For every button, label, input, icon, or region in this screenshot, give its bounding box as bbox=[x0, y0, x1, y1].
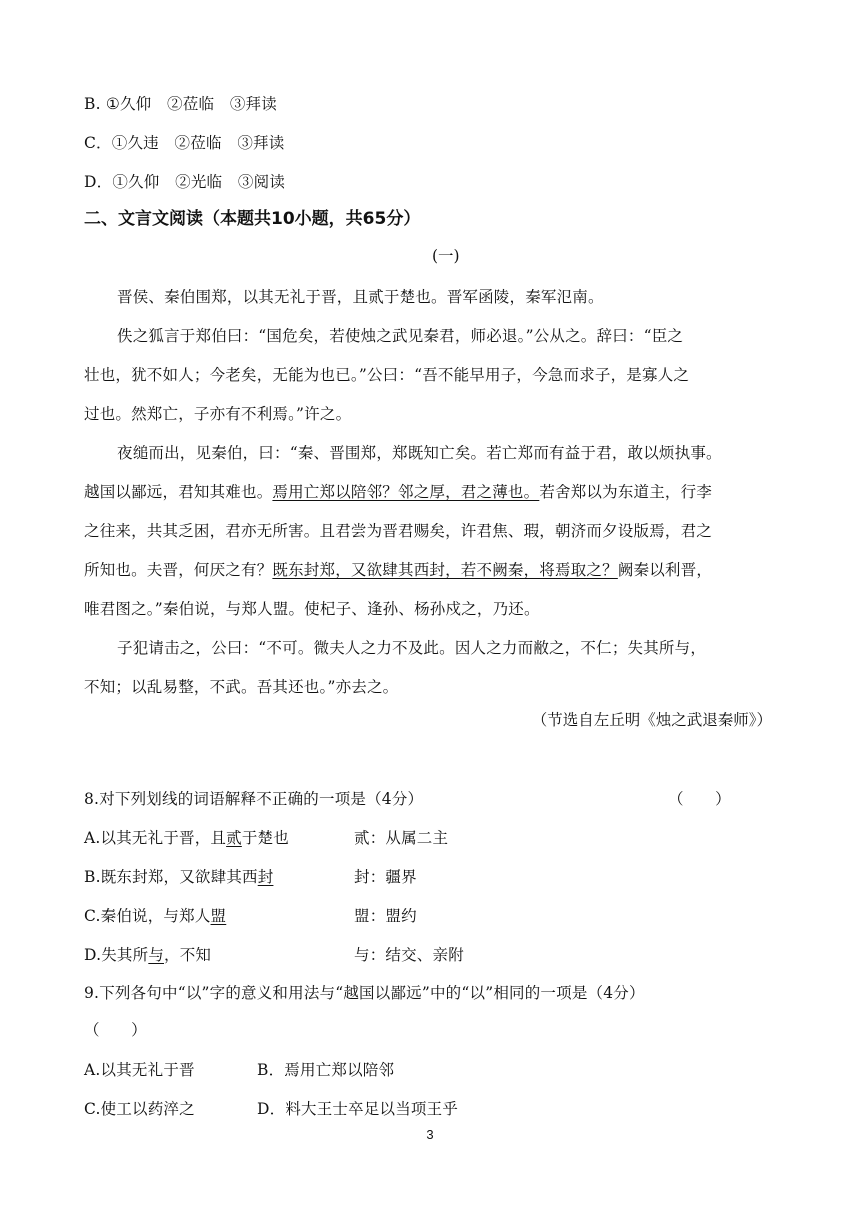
question-9-options-row-2 bbox=[84, 1099, 684, 1119]
option-d: D．料大王士卒足以当项王乎 bbox=[257, 1100, 459, 1118]
source-citation: （节选自左丘明《烛之武退秦师》） bbox=[531, 711, 772, 729]
passage-paragraph-3-line-3: 之往来，共其乏困，君亦无所害。且君尝为晋君赐矣，许君焦、瑕，朝济而夕设版焉，君之 bbox=[84, 522, 713, 540]
passage-paragraph-3-line-1: 夜缒而出，见秦伯，曰：“秦、晋围郑，郑既知亡矣。若亡郑而有益于君，敢以烦执事。 bbox=[117, 444, 722, 462]
passage-paragraph-4-line-1: 子犯请击之，公曰：“不可。微夫人之力不及此。因人之力而敝之，不仁；失其所与， bbox=[117, 639, 707, 657]
question-8-option-a bbox=[84, 828, 684, 848]
option-text: A.以其无礼于晋，且 bbox=[84, 829, 227, 847]
page-number: 3 bbox=[426, 1127, 434, 1142]
option-text: B.既东封郑，又欲肆其西 bbox=[84, 868, 258, 886]
underlined-word: 封 bbox=[257, 868, 274, 886]
question-9-stem: 9.下列各句中“以”字的意义和用法与“越国以鄙远”中的“以”相同的一项是（4分） bbox=[84, 984, 645, 1002]
passage-paragraph-2-line-1: 佚之狐言于郑伯曰：“国危矣，若使烛之武见秦君，师必退。”公从之。辞曰：“臣之 bbox=[117, 327, 684, 345]
option-definition: 与：结交、亲附 bbox=[354, 946, 464, 964]
option-definition: 贰：从属二主 bbox=[354, 829, 449, 847]
underlined-sentence: 既东封郑，又欲肆其西封，若不阙秦，将焉取之？ bbox=[272, 561, 618, 579]
option-b: B．焉用亡郑以陪邻 bbox=[257, 1061, 395, 1079]
section-title: 二、文言文阅读（本题共10小题，共65分） bbox=[84, 209, 421, 229]
passage-text: 所知也。夫晋，何厌之有？ bbox=[84, 561, 273, 579]
option-a: A.以其无礼于晋 bbox=[84, 1061, 195, 1079]
prev-option-c: C．①久违 ②莅临 ③拜读 bbox=[84, 134, 285, 152]
prev-option-d: D．①久仰 ②光临 ③阅读 bbox=[84, 173, 286, 191]
question-text: 8.对下列划线的词语解释不正确的一项是（4分） bbox=[84, 790, 424, 808]
option-definition: 盟：盟约 bbox=[354, 907, 417, 925]
question-8-stem bbox=[84, 789, 784, 809]
passage-paragraph-4-line-2: 不知；以乱易整，不武。吾其还也。”亦去之。 bbox=[84, 678, 399, 696]
option-c: C.使工以药淬之 bbox=[84, 1100, 195, 1118]
question-8-option-b bbox=[84, 867, 684, 887]
option-text: ，不知 bbox=[164, 946, 212, 964]
question-9-options-row-1 bbox=[84, 1060, 684, 1080]
question-8-option-c bbox=[84, 906, 684, 926]
passage-paragraph-3-line-2 bbox=[84, 482, 712, 502]
option-text: C.秦伯说，与郑人 bbox=[84, 907, 211, 925]
passage-paragraph-2-line-3: 过也。然郑亡，子亦有不利焉。”许之。 bbox=[84, 405, 352, 423]
passage-text: 若舍郑以为东道主，行李 bbox=[539, 483, 713, 501]
underlined-word: 盟 bbox=[210, 907, 227, 925]
answer-bracket: （ ） bbox=[668, 790, 731, 808]
part-label: (一) bbox=[432, 247, 460, 265]
passage-text: 越国以鄙远，君知其难也。 bbox=[84, 483, 273, 501]
passage-text: 阙秦以利晋， bbox=[617, 561, 713, 579]
option-text: D.失其所 bbox=[84, 946, 149, 964]
underlined-sentence: 焉用亡郑以陪邻？邻之厚，君之薄也。 bbox=[272, 483, 540, 501]
passage-paragraph-1: 晋侯、秦伯围郑，以其无礼于晋，且贰于楚也。晋军函陵，秦军氾南。 bbox=[117, 288, 604, 306]
prev-option-b: B. ①久仰 ②莅临 ③拜读 bbox=[84, 95, 277, 113]
underlined-word: 贰 bbox=[226, 829, 242, 847]
underlined-word: 与 bbox=[148, 946, 165, 964]
passage-paragraph-2-line-2: 壮也，犹不如人；今老矣，无能为也已。”公曰：“吾不能早用子，今急而求子，是寡人之 bbox=[84, 366, 690, 384]
question-9-bracket: （ ） bbox=[84, 1021, 147, 1039]
passage-paragraph-3-line-5: 唯君图之。”秦伯说，与郑人盟。使杞子、逢孙、杨孙戍之，乃还。 bbox=[84, 600, 540, 618]
passage-paragraph-3-line-4 bbox=[84, 560, 712, 580]
option-text: 于楚也 bbox=[241, 829, 289, 847]
option-definition: 封：疆界 bbox=[354, 868, 417, 886]
question-8-option-d bbox=[84, 945, 684, 965]
